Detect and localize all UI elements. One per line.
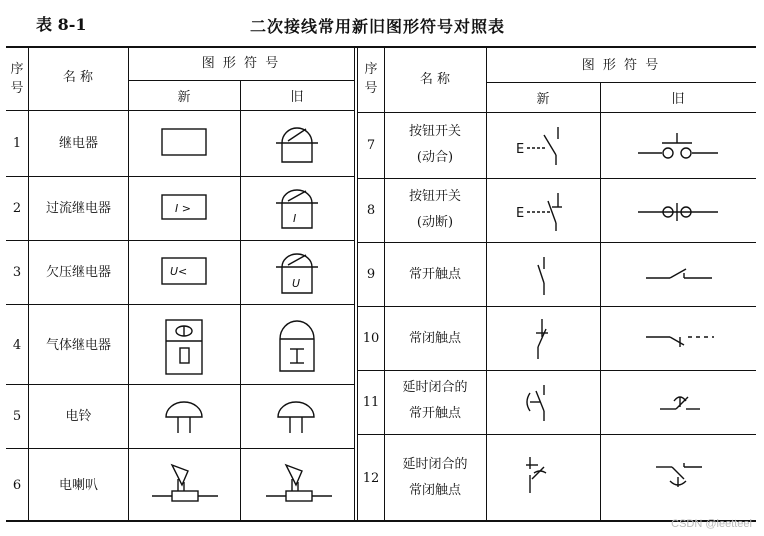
left-subheader-rule — [128, 80, 354, 81]
table-title: 二次接线常用新旧图形符号对照表 — [250, 17, 506, 36]
right-new-header: 新 — [536, 92, 550, 107]
nc-contact-new-symbol — [486, 307, 600, 370]
center-divider — [354, 47, 355, 521]
left-symbol-header: 图 形 符 号 — [201, 56, 281, 71]
watermark: CSDN @leetteel — [671, 518, 752, 530]
row-10-name-line1: 常闭触点 — [408, 331, 461, 346]
row-9-number: 9 — [366, 267, 376, 282]
row-3-name: 欠压继电器 — [45, 265, 111, 280]
right-old-header: 旧 — [671, 92, 685, 107]
table-bottom-rule — [6, 520, 756, 522]
row-6-name: 电喇叭 — [58, 478, 98, 493]
row-5-name: 电铃 — [65, 409, 92, 424]
relay-old-symbol — [240, 111, 354, 176]
left-seq-header: 序号 — [10, 62, 24, 96]
row-7-number: 7 — [366, 138, 376, 153]
svg-text:E: E — [516, 206, 525, 221]
row-12-name-line1: 延时闭合的 — [402, 457, 468, 472]
left-new-header: 新 — [177, 90, 191, 105]
svg-text:E: E — [516, 142, 525, 157]
right-symbol-header: 图 形 符 号 — [581, 58, 661, 73]
row-9-name-line1: 常开触点 — [408, 267, 461, 282]
delay-no-contact-new-symbol — [486, 371, 600, 434]
no-contact-old-symbol — [600, 243, 756, 306]
horn-old-symbol — [240, 449, 354, 520]
no-contact-new-symbol — [486, 243, 600, 306]
row-7-name-line2: (动合) — [416, 150, 454, 165]
svg-text:U: U — [292, 277, 301, 290]
row-11-name-line2: 常开触点 — [408, 406, 461, 421]
undervoltage-relay-new-symbol — [128, 241, 240, 304]
pushbutton-break-old-symbol — [600, 179, 756, 242]
overcurrent-relay-new-symbol — [128, 177, 240, 240]
row-1-name: 继电器 — [58, 136, 98, 151]
row-7-name-line1: 按钮开关 — [408, 124, 461, 139]
caption-label: 表 8-1 — [36, 15, 87, 34]
bell-new-symbol — [128, 385, 240, 448]
row-3-number: 3 — [12, 265, 22, 280]
table-top-rule — [6, 46, 756, 48]
pushbutton-make-new-symbol — [486, 113, 600, 178]
svg-text:I: I — [293, 212, 297, 225]
row-8-name-line1: 按钮开关 — [408, 189, 461, 204]
overcurrent-relay-old-symbol — [240, 177, 354, 240]
bell-old-symbol — [240, 385, 354, 448]
right-subheader-rule — [486, 82, 756, 83]
left-name-header: 名 称 — [62, 70, 94, 85]
row-11-name-line1: 延时闭合的 — [402, 380, 468, 395]
row-8-name-line2: (动断) — [416, 215, 454, 230]
pushbutton-break-new-symbol — [486, 179, 600, 242]
center-divider — [357, 47, 358, 521]
row-1-number: 1 — [12, 136, 22, 151]
row-2-number: 2 — [12, 201, 22, 216]
left-old-header: 旧 — [290, 90, 304, 105]
delay-no-contact-old-symbol — [600, 371, 756, 434]
row-4-number: 4 — [12, 338, 22, 353]
undervoltage-relay-old-symbol — [240, 241, 354, 304]
svg-text:I >: I > — [175, 202, 191, 215]
nc-contact-old-symbol — [600, 307, 756, 370]
right-seq-header: 序号 — [364, 62, 378, 96]
row-4-name: 气体继电器 — [45, 338, 111, 353]
row-2-name: 过流继电器 — [45, 201, 111, 216]
horn-new-symbol — [128, 449, 240, 520]
left-col-rule — [28, 47, 29, 521]
right-col-rule — [384, 47, 385, 521]
row-12-number: 12 — [362, 471, 380, 486]
row-12-name-line2: 常闭触点 — [408, 483, 461, 498]
row-5-number: 5 — [12, 409, 22, 424]
row-10-number: 10 — [362, 331, 380, 346]
row-11-number: 11 — [362, 395, 380, 410]
gas-relay-new-symbol — [128, 305, 240, 384]
svg-text:U<: U< — [170, 265, 188, 278]
row-6-number: 6 — [12, 478, 22, 493]
delay-nc-contact-old-symbol — [600, 435, 756, 520]
right-name-header: 名 称 — [419, 72, 451, 87]
gas-relay-old-symbol — [240, 305, 354, 384]
row-8-number: 8 — [366, 203, 376, 218]
pushbutton-make-old-symbol — [600, 113, 756, 178]
delay-nc-contact-new-symbol — [486, 435, 600, 520]
relay-new-symbol — [128, 111, 240, 176]
